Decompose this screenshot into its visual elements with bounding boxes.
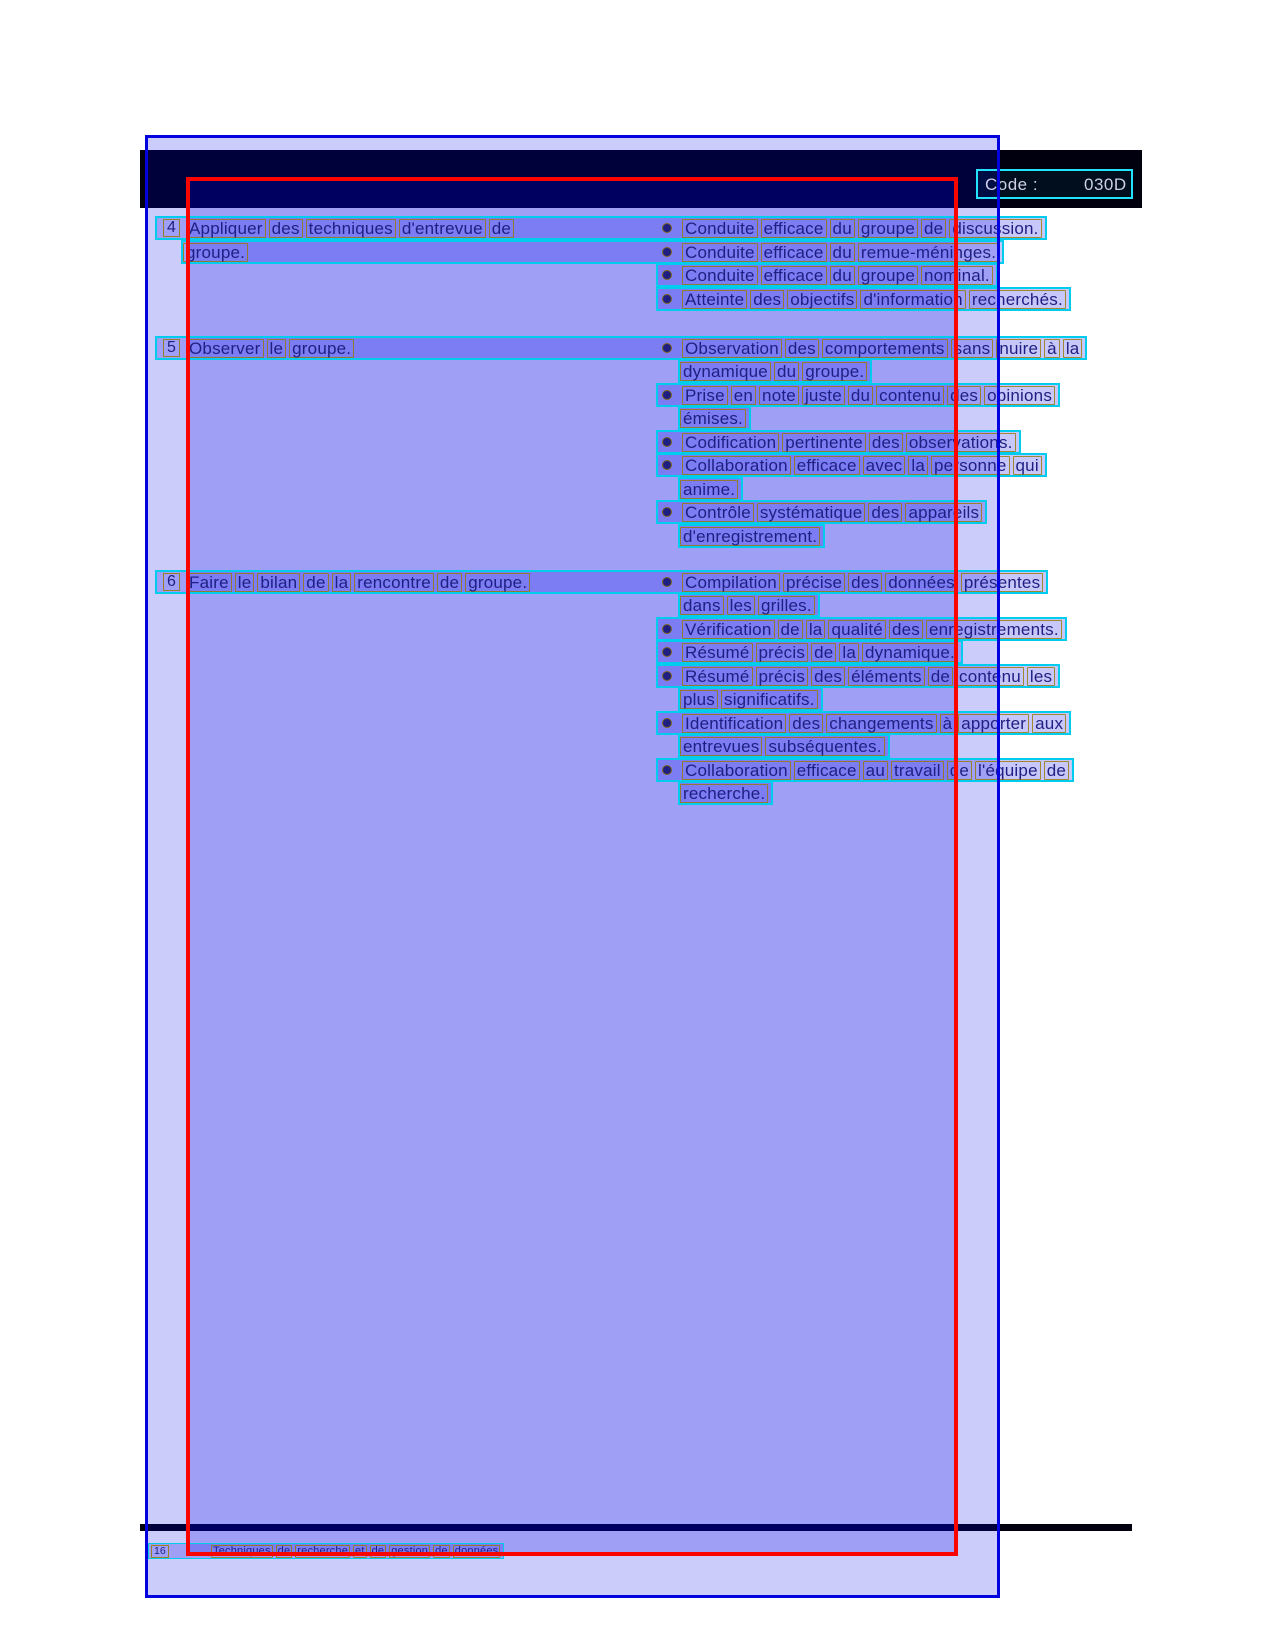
ocr-word-box: du	[848, 386, 873, 405]
ocr-line-box	[678, 593, 820, 617]
ocr-word-box: d'enregistrement.	[680, 527, 820, 546]
ocr-word-box: groupe.	[183, 243, 248, 262]
ocr-word-box: bilan	[257, 573, 300, 592]
criteria-text	[682, 573, 1046, 592]
ocr-word-box: des	[868, 503, 902, 522]
ocr-line-box	[678, 687, 823, 711]
bullet-icon	[662, 390, 672, 400]
ocr-word-box: dynamique.	[862, 643, 958, 662]
criteria-text	[682, 643, 961, 662]
ocr-word-box: qui	[1013, 456, 1042, 475]
ocr-word-box: efficace	[761, 243, 827, 262]
ocr-word-box: à	[1044, 339, 1060, 358]
ocr-line-box	[656, 758, 1074, 782]
ocr-word-box: dynamique	[680, 362, 771, 381]
bullet-icon	[662, 765, 672, 775]
ocr-word-box: éléments	[848, 667, 925, 686]
ocr-word-box: qualité	[828, 620, 886, 639]
ocr-line-box	[656, 711, 1071, 735]
ocr-word-box: sans	[951, 339, 994, 358]
item-number-cell	[157, 573, 186, 591]
ocr-line-box	[155, 336, 1087, 360]
ocr-word-box: significatifs.	[721, 690, 818, 709]
ocr-word-box: comportements	[822, 339, 948, 358]
ocr-word-box: personne	[931, 456, 1010, 475]
statement-text	[183, 243, 658, 262]
ocr-word-box: le	[267, 339, 287, 358]
code-line-box	[976, 169, 1133, 199]
ocr-word-box: recherchés.	[969, 290, 1066, 309]
criteria-text	[680, 480, 741, 499]
ocr-word-box: en	[731, 386, 756, 405]
ocr-word-box: d'information	[860, 290, 965, 309]
bullet-icon	[662, 671, 672, 681]
ocr-word-box: grilles.	[758, 596, 815, 615]
criteria-text	[682, 714, 1069, 733]
ocr-word-box: Prise	[682, 386, 728, 405]
ocr-word-box: remue-méninges.	[858, 243, 999, 262]
ocr-word-box: subséquentes.	[765, 737, 884, 756]
ocr-word-box: avec	[863, 456, 906, 475]
bullet-icon	[662, 507, 672, 517]
ocr-word-box: opinions	[984, 386, 1055, 405]
criteria-text	[682, 386, 1058, 405]
ocr-word-box: des	[869, 433, 903, 452]
ocr-word-box: groupe.	[465, 573, 530, 592]
statement-text	[186, 339, 658, 358]
ocr-word-box: émises.	[680, 409, 746, 428]
code-label: Code :	[985, 175, 1039, 194]
ocr-word-box: Identification	[682, 714, 786, 733]
ocr-word-box: des	[750, 290, 784, 309]
criteria-text	[682, 266, 996, 285]
item-number: 6	[163, 573, 180, 591]
ocr-word-box: Compilation	[682, 573, 780, 592]
ocr-word-box: Techniques	[213, 1544, 271, 1557]
ocr-word-box: recherche	[297, 1544, 349, 1557]
ocr-word-box: efficace	[761, 219, 827, 238]
criteria-text	[682, 339, 1085, 358]
ocr-word-box: changements	[826, 714, 936, 733]
ocr-line-box	[656, 500, 987, 524]
ocr-word-box: au	[863, 761, 888, 780]
ocr-word-box: le	[235, 573, 255, 592]
ocr-word-box: nuire	[996, 339, 1041, 358]
ocr-word-box: de	[928, 667, 953, 686]
ocr-line-box	[678, 359, 872, 383]
criteria-text	[680, 409, 749, 428]
ocr-line-box	[656, 263, 998, 287]
ocr-word-box: techniques	[306, 219, 396, 238]
ocr-word-box: appareils	[905, 503, 982, 522]
ocr-word-box: Codification	[682, 433, 779, 452]
ocr-word-box: Résumé	[682, 643, 753, 662]
ocr-word-box: des	[848, 573, 882, 592]
ocr-word-box: Faire	[186, 573, 232, 592]
ocr-word-box: de	[277, 1544, 291, 1557]
footer-doc-title	[211, 1545, 503, 1558]
ocr-word-box: de	[1044, 761, 1069, 780]
bullet-icon	[662, 718, 672, 728]
ocr-word-box: des	[889, 620, 923, 639]
ocr-word-box: Conduite	[682, 243, 758, 262]
ocr-word-box: groupe.	[289, 339, 354, 358]
ocr-word-box: précis	[756, 667, 809, 686]
ocr-word-box: du	[830, 266, 855, 285]
ocr-word-box: discussion.	[949, 219, 1041, 238]
criteria-text	[682, 456, 1045, 475]
ocr-word-box: Vérification	[682, 620, 775, 639]
ocr-word-box: dans	[680, 596, 724, 615]
ocr-word-box: les	[1027, 667, 1055, 686]
criteria-text	[682, 620, 1065, 639]
ocr-line-box	[678, 477, 743, 501]
ocr-word-box: aux	[1032, 714, 1066, 733]
ocr-word-box: précise	[783, 573, 845, 592]
ocr-word-box: Collaboration	[682, 456, 791, 475]
ocr-word-box: recherche.	[680, 784, 768, 803]
statement-text	[186, 219, 658, 238]
ocr-word-box: anime.	[680, 480, 738, 499]
ocr-word-box: de	[921, 219, 946, 238]
criteria-text	[682, 243, 1002, 262]
bullet-icon	[662, 270, 672, 280]
ocr-line-box	[678, 734, 890, 758]
ocr-word-box: contenu	[876, 386, 944, 405]
ocr-word-box: les	[727, 596, 755, 615]
item-number-cell	[157, 219, 186, 237]
ocr-line-box	[678, 524, 825, 548]
ocr-line-box	[678, 781, 773, 805]
ocr-word-box: Observer	[186, 339, 264, 358]
ocr-line-box	[656, 664, 1060, 688]
ocr-word-box: de	[947, 761, 972, 780]
bullet-icon	[662, 647, 672, 657]
item-number: 4	[163, 219, 180, 237]
ocr-line-box	[656, 640, 963, 664]
ocr-word-box: Atteinte	[682, 290, 747, 309]
ocr-word-box: de	[303, 573, 328, 592]
ocr-word-box: groupe	[858, 266, 918, 285]
ocr-word-box: présentes	[961, 573, 1043, 592]
criteria-text	[682, 761, 1072, 780]
ocr-word-box: de	[489, 219, 514, 238]
ocr-word-box: Appliquer	[186, 219, 266, 238]
criteria-text	[682, 503, 985, 522]
ocr-word-box: efficace	[794, 456, 860, 475]
ocr-word-box: Conduite	[682, 219, 758, 238]
ocr-word-box: d'entrevue	[399, 219, 486, 238]
ocr-word-box: données	[885, 573, 958, 592]
criteria-text	[680, 527, 823, 546]
ocr-word-box: Contrôle	[682, 503, 754, 522]
criteria-text	[680, 362, 870, 381]
ocr-line-box	[656, 453, 1047, 477]
criteria-text	[680, 784, 771, 803]
ocr-word-box: des	[269, 219, 303, 238]
ocr-line-box	[678, 406, 751, 430]
ocr-word-box: gestion	[391, 1544, 429, 1557]
ocr-word-box: la	[839, 643, 859, 662]
ocr-word-box: nominal.	[921, 266, 993, 285]
ocr-word-box: du	[830, 219, 855, 238]
bullet-icon	[662, 247, 672, 257]
ocr-word-box: efficace	[794, 761, 860, 780]
ocr-word-box: note	[759, 386, 799, 405]
ocr-word-box: de	[435, 1544, 448, 1557]
bullet-icon	[662, 624, 672, 634]
ocr-word-box: l'équipe	[975, 761, 1041, 780]
ocr-word-box: Résumé	[682, 667, 753, 686]
ocr-word-box: des	[789, 714, 823, 733]
ocr-word-box: rencontre	[354, 573, 434, 592]
criteria-text	[682, 290, 1069, 309]
ocr-word-box: la	[908, 456, 928, 475]
ocr-word-box: objectifs	[787, 290, 857, 309]
ocr-word-box: la	[332, 573, 352, 592]
ocr-word-box: du	[830, 243, 855, 262]
criteria-text	[682, 667, 1058, 686]
ocr-word-box: efficace	[761, 266, 827, 285]
ocr-word-box: Conduite	[682, 266, 758, 285]
criteria-text	[680, 690, 821, 709]
bullet-icon	[662, 577, 672, 587]
criteria-text	[682, 433, 1019, 452]
ocr-line-box	[656, 383, 1060, 407]
page-number-cell	[149, 1545, 211, 1558]
bullet-icon	[662, 460, 672, 470]
ocr-word-box: des	[811, 667, 845, 686]
ocr-word-box: de	[371, 1544, 385, 1557]
ocr-word-box: groupe	[858, 219, 918, 238]
ocr-line-box	[656, 617, 1067, 641]
bullet-icon	[662, 223, 672, 233]
ocr-word-box: de	[437, 573, 462, 592]
code-value: 030D	[1084, 175, 1127, 194]
ocr-word-box: des	[785, 339, 819, 358]
ocr-line-box	[656, 430, 1021, 454]
ocr-word-box: données	[454, 1544, 499, 1557]
footer-line-box	[148, 1543, 504, 1559]
ocr-word-box: groupe.	[802, 362, 867, 381]
ocr-word-box: des	[947, 386, 981, 405]
ocr-word-box: précis	[756, 643, 809, 662]
ocr-word-box: de	[778, 620, 803, 639]
bullet-icon	[662, 343, 672, 353]
ocr-word-box: apporter	[958, 714, 1029, 733]
ocr-line-box	[656, 287, 1071, 311]
ocr-line-box	[155, 216, 1047, 240]
ocr-word-box: à	[940, 714, 956, 733]
criteria-text	[682, 219, 1045, 238]
ocr-word-box: la	[1063, 339, 1083, 358]
bullet-icon	[662, 437, 672, 447]
ocr-word-box: Observation	[682, 339, 782, 358]
ocr-word-box: contenu	[956, 667, 1024, 686]
ocr-word-box: observations.	[906, 433, 1016, 452]
ocr-line-box	[181, 240, 1004, 264]
ocr-word-box: entrevues	[680, 737, 762, 756]
ocr-word-box: de	[811, 643, 836, 662]
criteria-text	[680, 596, 818, 615]
ocr-word-box: du	[774, 362, 799, 381]
ocr-word-box: juste	[802, 386, 845, 405]
ocr-word-box: plus	[680, 690, 718, 709]
ocr-word-box: systématique	[757, 503, 866, 522]
ocr-word-box: et	[355, 1544, 365, 1557]
ocr-word-box: pertinente	[782, 433, 866, 452]
statement-text	[186, 573, 658, 592]
ocr-word-box: travail	[891, 761, 944, 780]
ocr-line-box	[155, 570, 1048, 594]
ocr-word-box: la	[806, 620, 826, 639]
item-number: 5	[163, 339, 180, 357]
ocr-word-box: Collaboration	[682, 761, 791, 780]
page-number: 16	[151, 1545, 169, 1558]
bullet-icon	[662, 294, 672, 304]
ocr-word-box: enregistrements.	[926, 620, 1062, 639]
criteria-text	[680, 737, 888, 756]
item-number-cell	[157, 339, 186, 357]
